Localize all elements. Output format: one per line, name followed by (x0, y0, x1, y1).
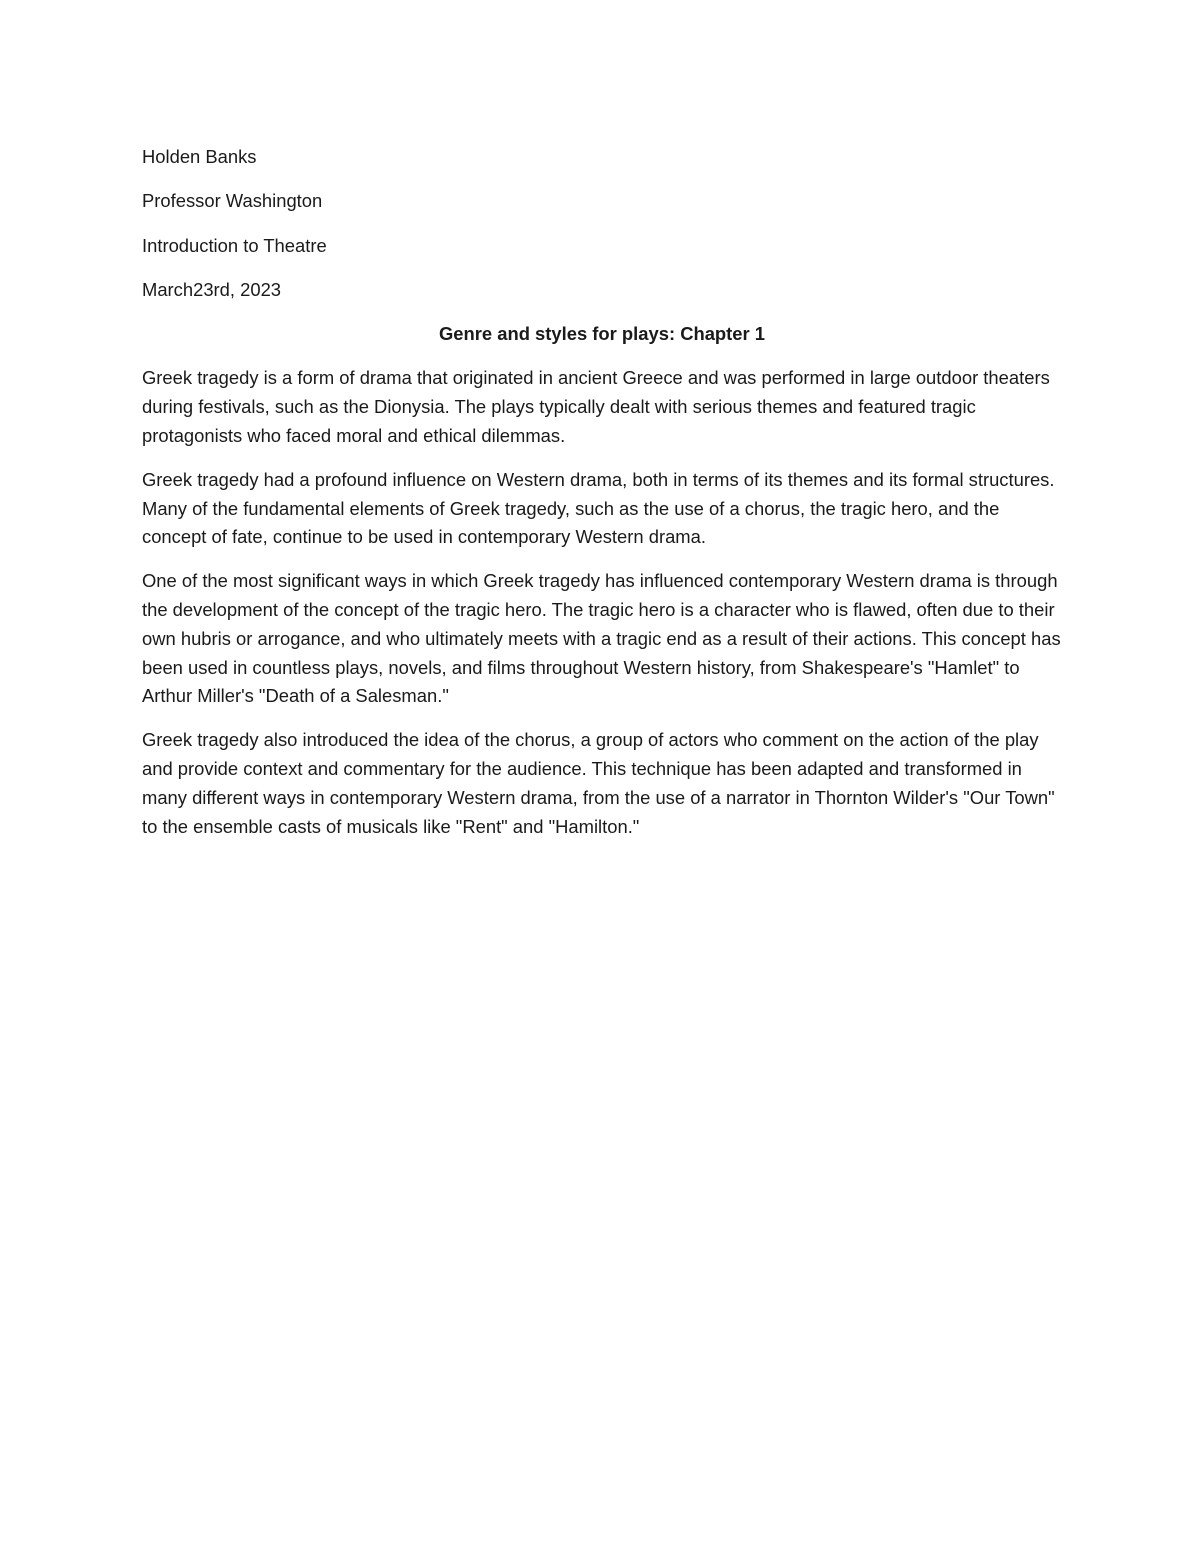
document-body (142, 143, 1062, 856)
paragraph-3: One of the most significant ways in which Greek tragedy has influenced contemporary Western drama is through the development of the concept of the tragic hero. The tragic hero is a character who is flawed, often due to their own hubris or arrogance, and who ultimately meets with a tragic end as a result of their actions. This concept has been used in countless plays, novels, and films throughout Western history, from Shakespeare's "Hamlet" to Arthur Miller's "Death of a Salesman." (142, 570, 1061, 707)
document-date: March23rd, 2023 (142, 278, 282, 300)
document-title: Genre and styles for plays: Chapter 1 (438, 323, 766, 345)
paragraph-2: Greek tragedy had a profound influence on Western drama, both in terms of its themes and its formal structures. Many of the fundamental elements of Greek tragedy, such as the use of a chorus, the tragic hero, and the concept of fate, continue to be used in contemporary Western drama. (142, 468, 1055, 548)
paragraph-4: Greek tragedy also introduced the idea of the chorus, a group of actors who comment on the action of the play and provide context and commentary for the audience. This technique has been adapted and transformed in many different ways in contemporary Western drama, from the use of a narrator in Thornton Wilder's "Our Town" to the ensemble casts of musicals like "Rent" and "Hamilton." (142, 729, 1055, 837)
instructor-name: Professor Washington (142, 190, 323, 212)
course-name: Introduction to Theatre (142, 234, 327, 256)
paragraph-1: Greek tragedy is a form of drama that originated in ancient Greece and was performed in large outdoor theaters during festivals, such as the Dionysia. The plays typically dealt with serious themes and featured tragic protagonists who faced moral and ethical dilemmas. (142, 367, 1050, 447)
author-name: Holden Banks (142, 146, 257, 167)
